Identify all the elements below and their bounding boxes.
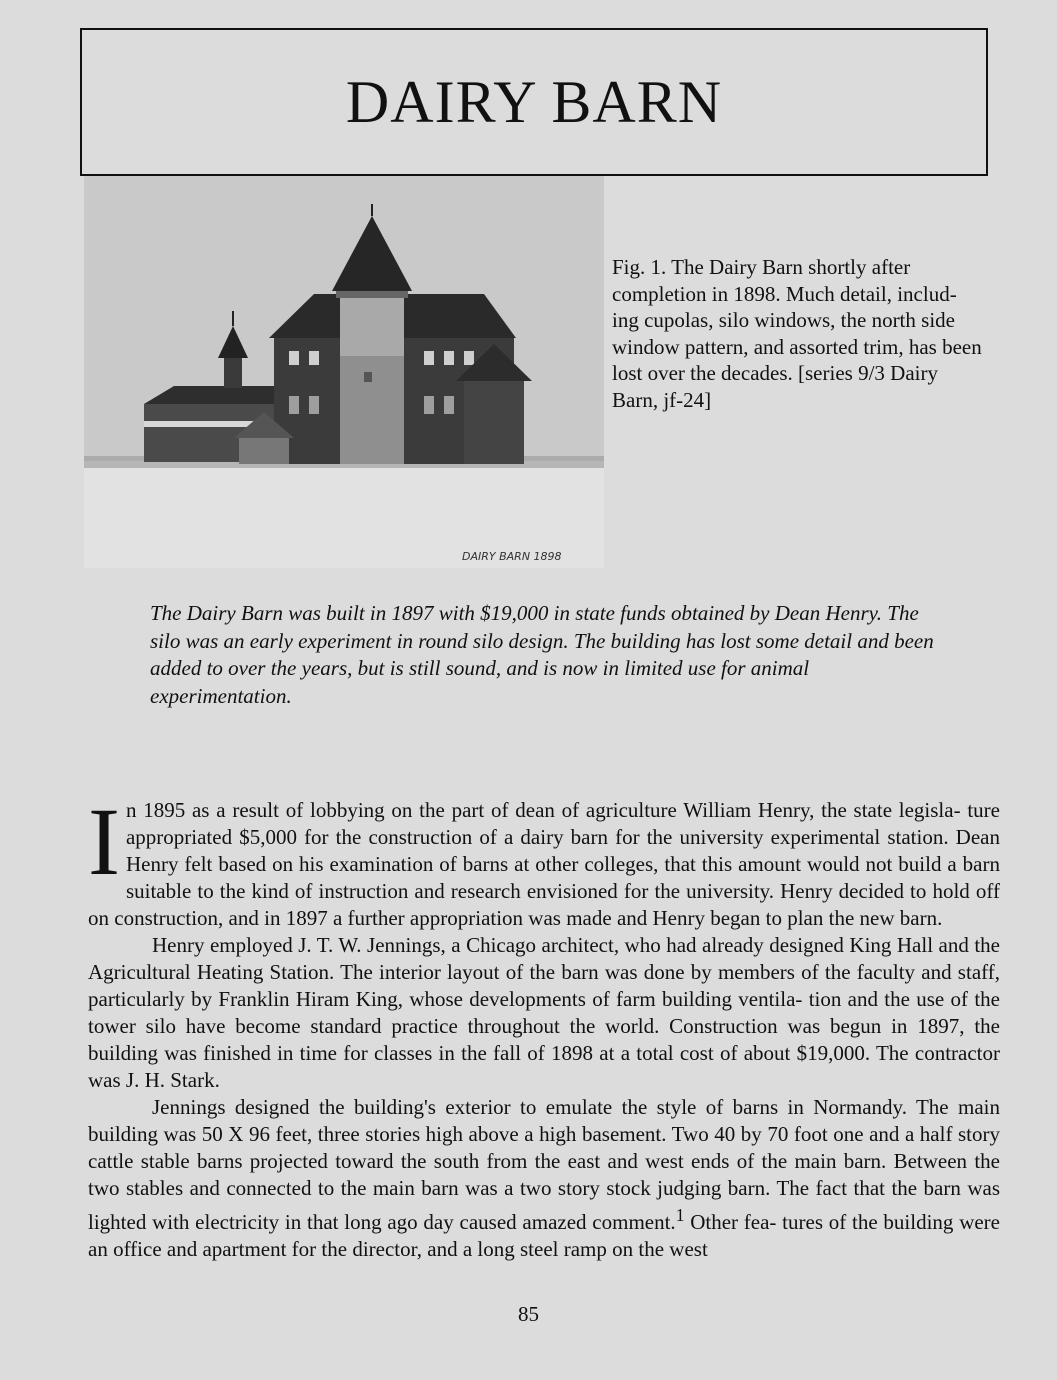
- figure-caption: Fig. 1. The Dairy Barn shortly after completion in 1898. Much detail, includ- ing cupolas, silo windows, the north side window pattern, and assorted trim, has been lost over the decades. [series 9/3 Dairy Barn, jf-24]: [612, 255, 982, 412]
- body-text: [88, 788, 1000, 1263]
- page-number: 85: [518, 1302, 539, 1326]
- barn-illustration: [84, 176, 604, 568]
- paragraph-3-text-a: Jennings designed the building's exterior to emulate the style of barns in Normandy. The main building was 50 X 96 feet, three stories high above a high basement. Two 40 by 70 foot one and a half story cattle stable barns projected toward the south from the east and west ends of the main barn. Between the two stables and connected to the main barn was a two story stock judging barn. The fact that the barn was lighted with electricity in that long ago day caused amazed comment.: [88, 1095, 1000, 1234]
- photo-handwritten-label: DAIRY BARN 1898: [462, 550, 562, 563]
- page-title: DAIRY BARN: [345, 68, 723, 135]
- dairy-barn-photo: [84, 176, 604, 568]
- footnote-marker: 1: [675, 1205, 685, 1225]
- paragraph-1-text: n 1895 as a result of lobbying on the part of dean of agriculture William Henry, the state legisla- ture appropriated $5,000 for the construction of a dairy barn for the university experimental station. Dean Henry felt based on his examination of barns at other colleges, that this amount would not build a barn suitable to the kind of instruction and research envisioned for the university. Henry decided to hold off on construction, and in 1897 a further appropriation was made and Henry began to plan the new barn.: [88, 798, 1000, 930]
- body-paragraph-2: Henry employed J. T. W. Jennings, a Chicago architect, who had already designed King Hall and the Agricultural Heating Station. The interior layout of the barn was done by members of the faculty and staff, particularly by Franklin Hiram King, whose developments of farm building ventila- tion and the use of the tower silo have become standard practice throughout the world. Construction was begun in 1897, the building was finished in time for classes in the fall of 1898 at a total cost of about $19,000. The contractor was J. H. Stark.: [88, 933, 1000, 1092]
- body-paragraph-1: [88, 788, 1000, 932]
- paragraph-3-text-b: Other fea- tures of the building were an office and apartment for the director, and a long steel ramp on the west: [88, 1210, 1000, 1261]
- drop-cap: I: [88, 788, 120, 895]
- title-box: [80, 28, 988, 176]
- summary-text: The Dairy Barn was built in 1897 with $19,000 in state funds obtained by Dean Henry. The silo was an early experiment in round silo design. The building has lost some detail and been added to over the years, but is still sound, and is now in limited use for animal experimentation.: [150, 601, 934, 708]
- body-paragraph-3: [88, 1094, 1000, 1263]
